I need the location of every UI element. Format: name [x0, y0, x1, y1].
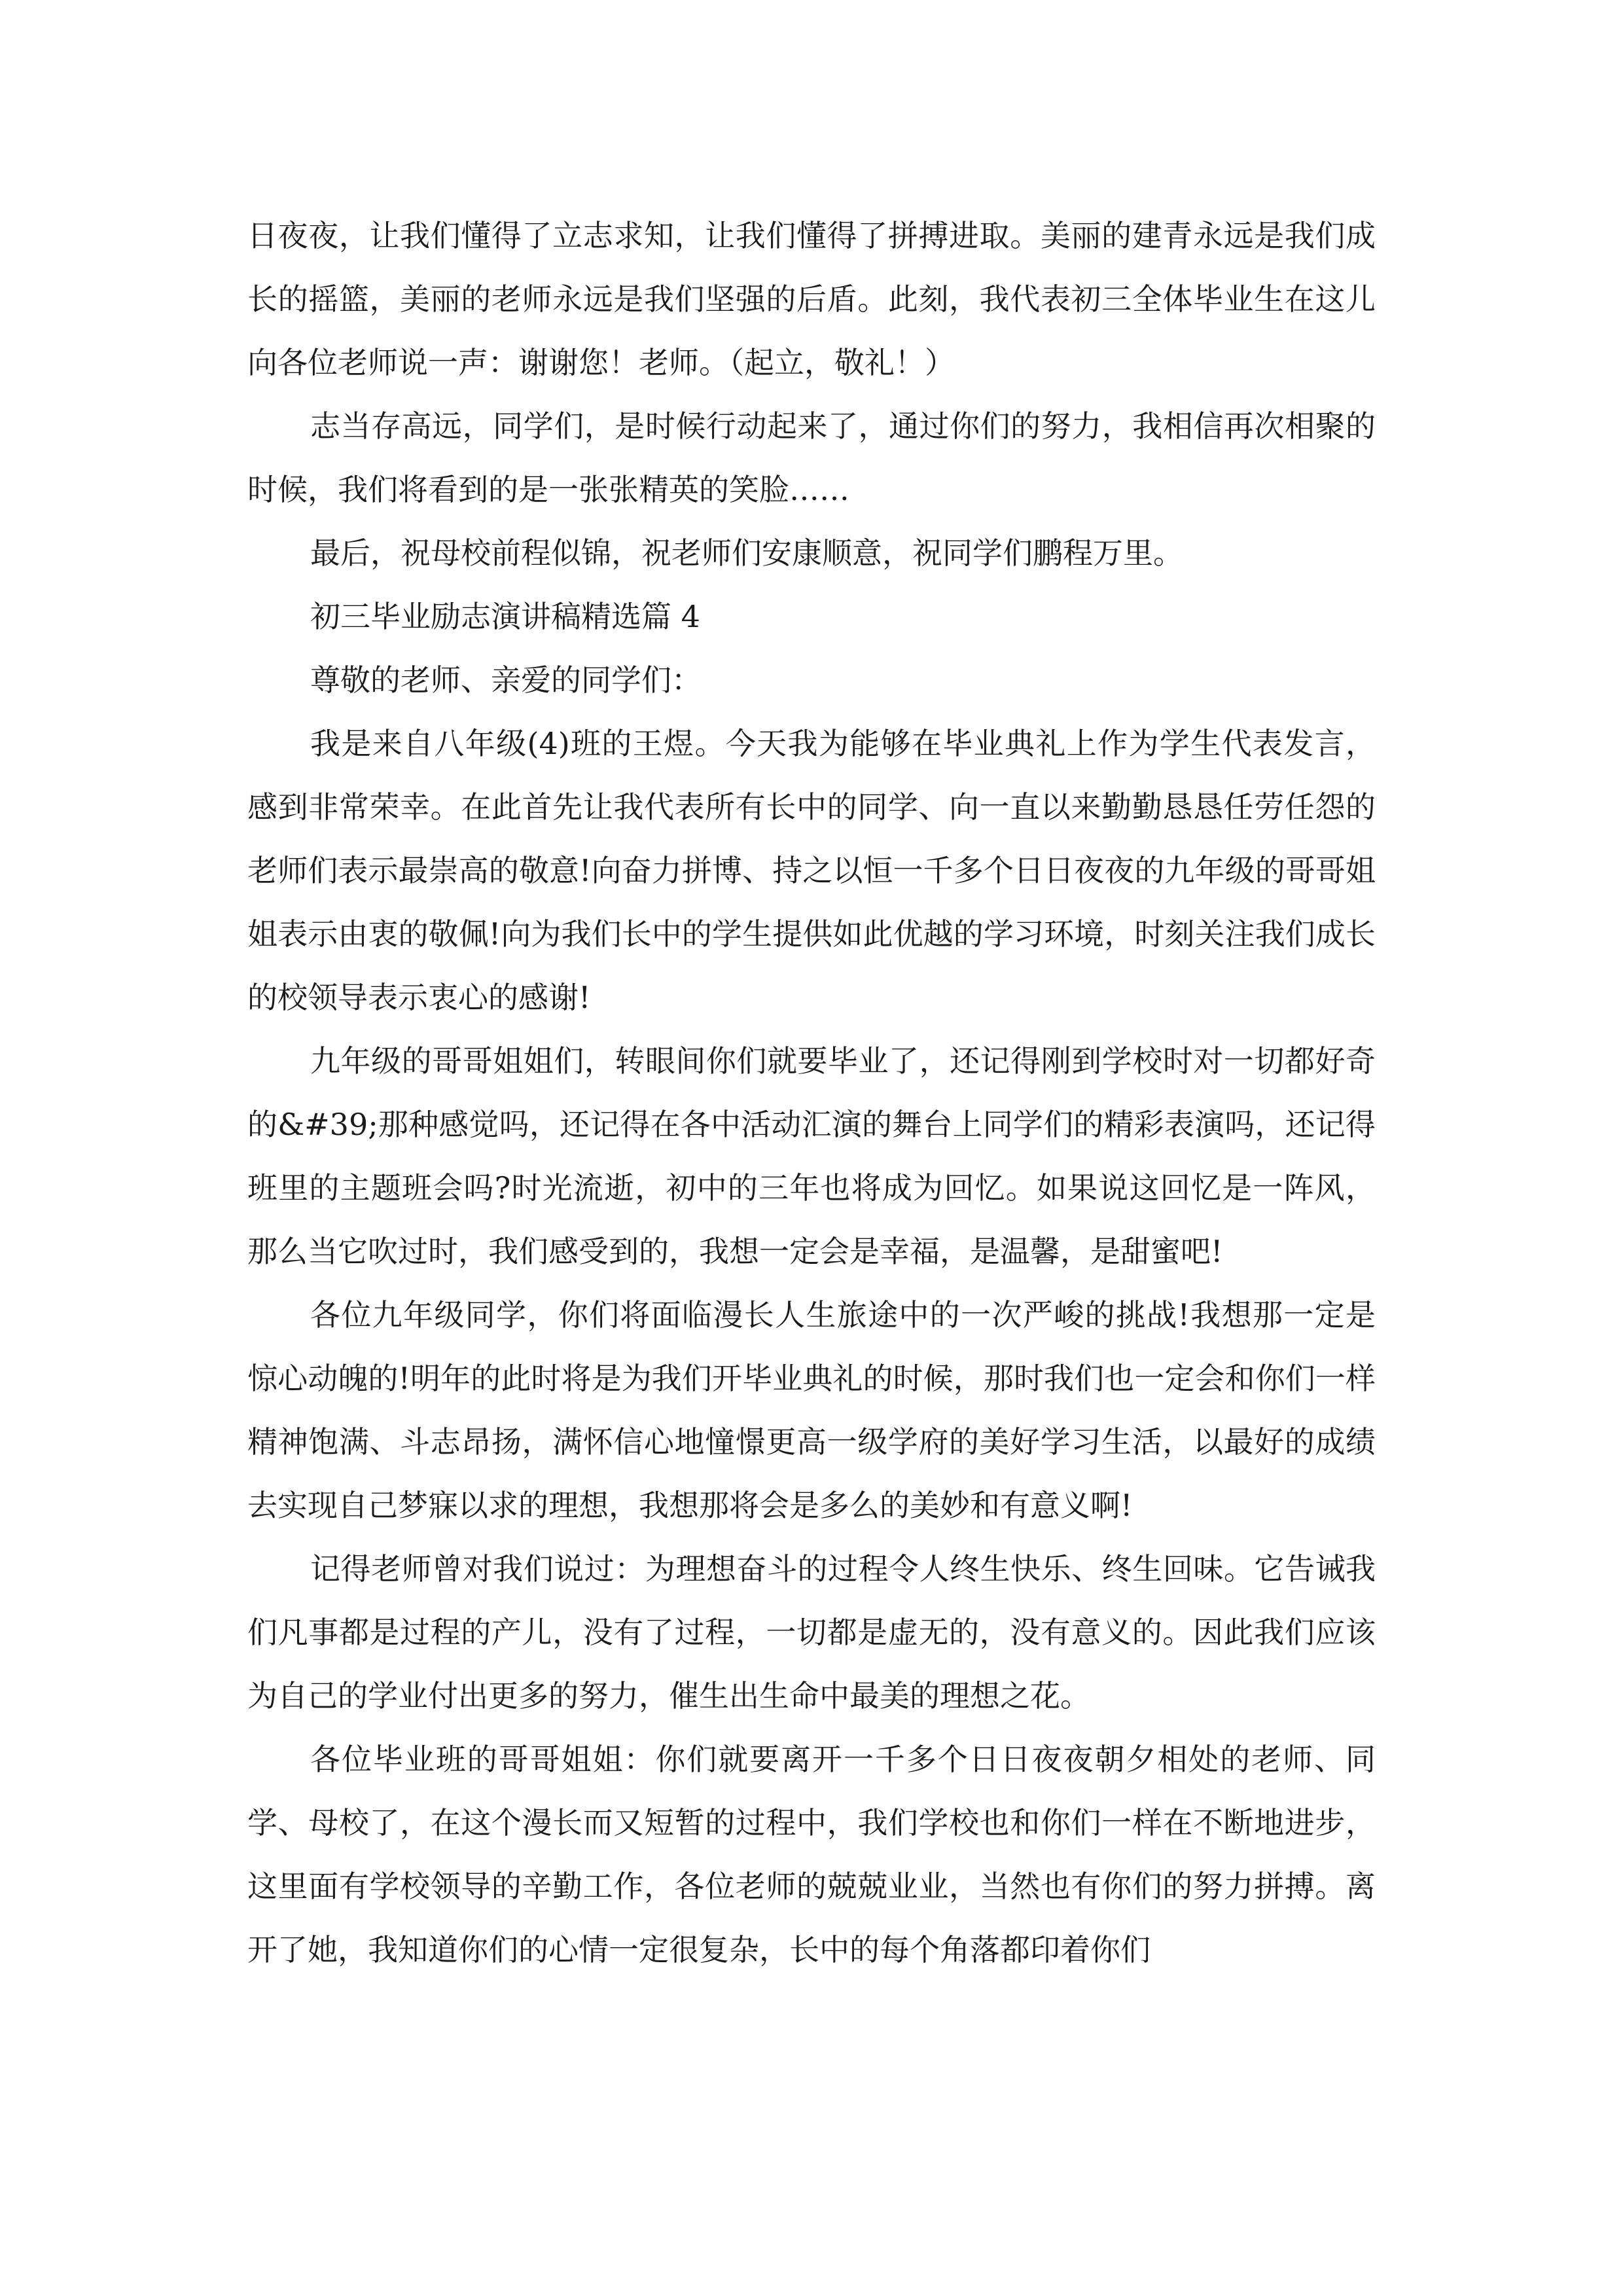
section-heading: 初三毕业励志演讲稿精选篇 4: [310, 599, 700, 634]
paragraph: 我是来自八年级(4)班的王煜。今天我为能够在毕业典礼上作为学生代表发言，感到非常荣幸。在此首先让我代表所有长中的同学、向一直以来勤勤恳恳任劳任怨的老师们表示最崇高的敬意!向奋力拼博、持之以恒一千多个日日夜夜的九年级的哥哥姐姐表示由衷的敬佩!向为我们长中的学生提供如此优越的学习环境，时刻关注我们成长的校领导表示衷心的感谢!: [247, 726, 1376, 1015]
paragraph: 记得老师曾对我们说过：为理想奋斗的过程令人终生快乐、终生回味。它告诫我们凡事都是过程的产儿，没有了过程，一切都是虚无的，没有意义的。因此我们应该为自己的学业付出更多的努力，催生出生命中最美的理想之花。: [247, 1551, 1376, 1713]
document-body: [247, 204, 1376, 1982]
paragraph: 九年级的哥哥姐姐们，转眼间你们就要毕业了，还记得刚到学校时对一切都好奇的&#39;那种感觉吗，还记得在各中活动汇演的舞台上同学们的精彩表演吗，还记得班里的主题班会吗?时光流逝，初中的三年也将成为回忆。如果说这回忆是一阵风，那么当它吹过时，我们感受到的，我想一定会是幸福，是温馨，是甜蜜吧!: [247, 1043, 1376, 1269]
salutation: 尊敬的老师、亲爱的同学们：: [310, 662, 702, 698]
paragraph: 各位九年级同学，你们将面临漫长人生旅途中的一次严峻的挑战!我想那一定是惊心动魄的!明年的此时将是为我们开毕业典礼的时候，那时我们也一定会和你们一样精神饱满、斗志昂扬，满怀信心地憧憬更高一级学府的美好学习生活，以最好的成绩去实现自己梦寐以求的理想，我想那将会是多么的美妙和有意义啊!: [247, 1297, 1376, 1523]
paragraph-closing-wishes: 最后，祝母校前程似锦，祝老师们安康顺意，祝同学们鹏程万里。: [310, 535, 1183, 571]
paragraph: 志当存高远，同学们，是时候行动起来了，通过你们的努力，我相信再次相聚的时候，我们将看到的是一张张精英的笑脸……: [247, 408, 1376, 507]
paragraph-continuation: 日夜夜，让我们懂得了立志求知，让我们懂得了拼搏进取。美丽的建青永远是我们成长的摇篮，美丽的老师永远是我们坚强的后盾。此刻，我代表初三全体毕业生在这儿向各位老师说一声：谢谢您！老师。（起立，敬礼！）: [247, 218, 1376, 380]
paragraph: 各位毕业班的哥哥姐姐：你们就要离开一千多个日日夜夜朝夕相处的老师、同学、母校了，在这个漫长而又短暂的过程中，我们学校也和你们一样在不断地进步，这里面有学校领导的辛勤工作，各位老师的兢兢业业，当然也有你们的努力拼搏。离开了她，我知道你们的心情一定很复杂，长中的每个角落都印着你们: [247, 1742, 1376, 1967]
